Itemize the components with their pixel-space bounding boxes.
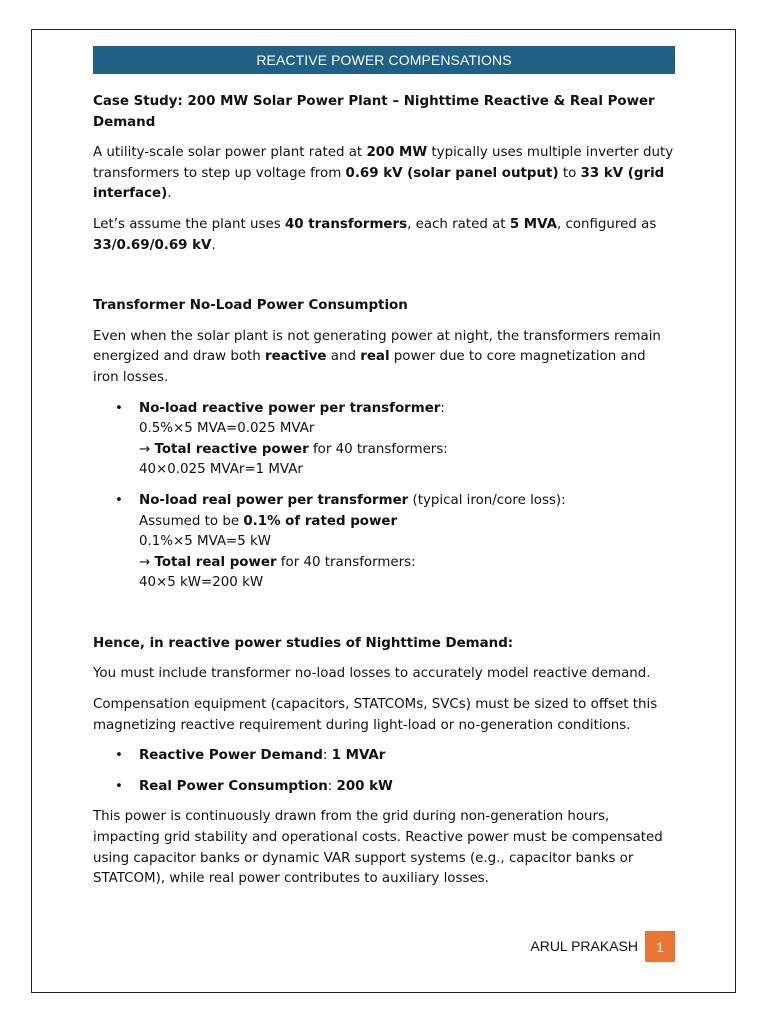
page-number-badge (645, 931, 675, 962)
text-run: typically uses multiple inverter duty transformers to step up voltage from (93, 145, 674, 181)
spacer (93, 266, 675, 296)
hence-paragraph-2: Compensation equipment (capacitors, STATCOMs, SVCs) must be sized to offset this magnetizing reactive requirement during light-load or no-generation conditions. (93, 697, 658, 733)
text-run: : (322, 748, 332, 764)
text-run: A utility-scale solar power plant rated at (93, 145, 367, 161)
document-body (93, 92, 675, 890)
text-run: Let’s assume the plant uses (93, 216, 285, 232)
header-title: REACTIVE POWER COMPENSATIONS (256, 52, 512, 68)
text-run-bold: 0.1% of rated power (243, 513, 398, 529)
hence-paragraph-1: You must include transformer no-load losses to accurately model reactive demand. (93, 666, 651, 682)
text-run: Even when the solar plant is not generating power at night, the transformers remain energized and draw both (93, 328, 661, 365)
text-run-bold: Real Power Consumption (139, 778, 328, 794)
case-study-paragraph-1 (93, 143, 675, 205)
list-item-real (93, 491, 675, 594)
case-study-title: Case Study: 200 MW Solar Power Plant – Nighttime Reactive & Real Power Demand (93, 94, 655, 130)
text-run: Assumed to be (139, 513, 244, 529)
summary-list (93, 746, 675, 797)
text-run: , configured as (556, 216, 657, 232)
text-run: for 40 transformers: (308, 441, 448, 457)
text-run: (typical iron/core loss): (408, 492, 566, 508)
text-run-bold: real (360, 349, 390, 365)
text-run: . (211, 237, 216, 253)
list-item-real-consumption (93, 777, 675, 798)
text-run-bold: No-load real power per transformer (139, 492, 409, 508)
text-run-bold: 5 MVA (509, 216, 557, 232)
case-study-paragraph-2 (93, 215, 675, 256)
text-run-bold: 1 MVAr (331, 748, 386, 764)
text-run-bold: Total real power (154, 554, 277, 570)
spacer (93, 604, 675, 634)
page-number: 1 (656, 938, 664, 955)
bullet-icon: • (115, 748, 123, 764)
text-run: for 40 transformers: (276, 554, 416, 570)
text-run: to (558, 165, 581, 181)
text-run-bold: Total reactive power (154, 441, 309, 457)
text-run: power due to core magnetization and iron losses. (93, 349, 646, 385)
text-run-bold: Reactive Power Demand (139, 748, 323, 764)
text-run: , each rated at (407, 216, 510, 232)
formula-line: 0.5%×5 MVA=0.025 MVAr (139, 421, 315, 437)
arrow-icon: → (139, 554, 155, 570)
list-item-reactive-demand (93, 746, 675, 767)
no-load-intro (93, 327, 675, 389)
text-run-bold: No-load reactive power per transformer (139, 400, 441, 416)
footer-author: ARUL PRAKASH (530, 938, 638, 954)
header-banner (93, 46, 675, 74)
text-run-bold: reactive (265, 349, 327, 365)
formula-line: 40×0.025 MVAr=1 MVAr (139, 462, 303, 478)
bullet-icon: • (115, 778, 123, 794)
text-run-bold: 40 transformers (284, 216, 408, 232)
bullet-icon: • (115, 400, 123, 416)
text-run-bold: 0.69 kV (solar panel output) (345, 165, 559, 181)
no-load-list (93, 399, 675, 594)
no-load-title: Transformer No-Load Power Consumption (93, 298, 408, 314)
hence-paragraph-3: This power is continuously drawn from the grid during non-generation hours, impacting grid stability and operational costs. Reactive power must be compensated using capacitor banks or dynamic VAR support systems (e.g., capacitor banks or STATCOM), while real power contributes to auxiliary losses. (93, 809, 663, 887)
text-run-bold: 200 MW (366, 145, 428, 161)
arrow-icon: → (139, 441, 155, 457)
text-run: and (326, 349, 361, 365)
bullet-icon: • (115, 492, 123, 508)
hence-title: Hence, in reactive power studies of Nighttime Demand: (93, 635, 514, 651)
text-run-bold: 33/0.69/0.69 kV (93, 237, 212, 253)
formula-line: 0.1%×5 MVA=5 kW (139, 534, 272, 550)
formula-line: 40×5 kW=200 kW (139, 575, 264, 591)
list-item-reactive (93, 399, 675, 481)
text-run: . (167, 186, 172, 202)
text-run: : (327, 778, 337, 794)
text-run-bold: 200 kW (336, 778, 393, 794)
text-run-bold: 33 kV (grid interface) (93, 165, 665, 202)
text-run: : (440, 400, 445, 416)
